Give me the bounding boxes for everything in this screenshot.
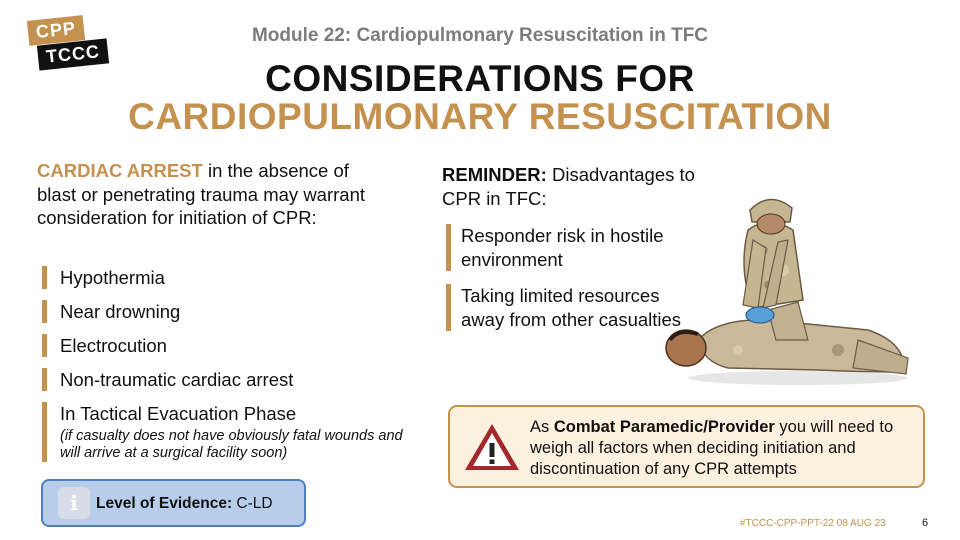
module-subtitle: Module 22: Cardiopulmonary Resuscitation in TFC [251, 25, 709, 46]
warning-post: you will need to weigh all factors when deciding initiation and discontinuation of any CPR attempts [530, 418, 894, 478]
evidence-value: C-LD [232, 495, 273, 512]
list-item-label: In Tactical Evacuation Phase [60, 403, 297, 424]
level-of-evidence-text [96, 495, 273, 513]
list-item-label: Responder risk in hostile environment [461, 225, 664, 270]
reminder-label: REMINDER: [442, 164, 547, 185]
list-item-label: Electrocution [60, 335, 167, 356]
list-item-label: Near drowning [60, 301, 181, 322]
list-item-label: Hypothermia [60, 267, 165, 288]
warning-triangle-icon [462, 421, 522, 473]
list-item [42, 300, 180, 323]
reminder-text: Disadvantages to CPR in TFC: [442, 164, 695, 209]
warning-pre: As [530, 418, 554, 436]
list-item-label: Taking limited resources away from other casualties [461, 285, 682, 330]
cpr-illustration [658, 190, 920, 390]
bullet-note: (if casualty does not have obviously fatal wounds and will arrive at a surgical facility soon) [60, 428, 403, 461]
warning-text [530, 417, 915, 480]
list-item [42, 334, 167, 357]
level-of-evidence-box [41, 479, 306, 527]
warning-callout [448, 405, 925, 488]
page-number: 6 [922, 517, 929, 529]
list-item-label: Non-traumatic cardiac arrest [60, 369, 294, 390]
evidence-label: Level of Evidence: [96, 495, 233, 512]
list-item [42, 402, 420, 462]
intro-text: in the absence of blast or penetrating trauma may warrant consideration for initiation of CPR: [37, 160, 366, 228]
list-item [42, 266, 165, 289]
info-icon: i [58, 487, 90, 519]
intro-highlight: CARDIAC ARREST [37, 160, 203, 181]
cardiac-arrest-intro [37, 159, 387, 230]
slide-title-line1: CONSIDERATIONS FOR [265, 58, 695, 99]
slide-title-line2: CARDIOPULMONARY RESUSCITATION [128, 96, 832, 137]
warning-bold: Combat Paramedic/Provider [553, 418, 775, 436]
list-item [42, 368, 293, 391]
logo-tccc-label: TCCC [37, 38, 109, 70]
logo-cpp-label: CPP [27, 15, 85, 46]
footer-code: #TCCC-CPP-PPT-22 08 AUG 23 [740, 518, 886, 529]
list-item [446, 284, 686, 331]
